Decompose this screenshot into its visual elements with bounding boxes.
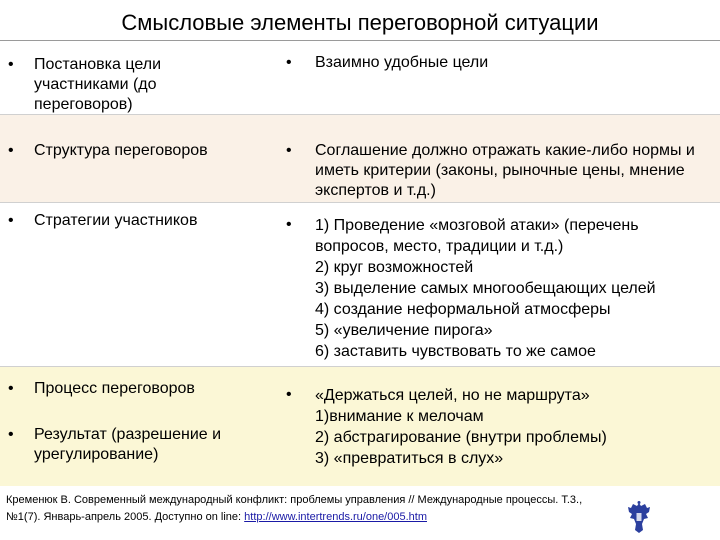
bullet-icon: • bbox=[8, 142, 14, 159]
left-cell: Процесс переговоров bbox=[34, 380, 195, 397]
footer-citation bbox=[6, 492, 606, 526]
left-cell: Результат (разрешение и урегулирование) bbox=[34, 426, 222, 463]
strategy-line: 4) создание неформальной атмосферы bbox=[315, 301, 611, 318]
bullet-icon: • bbox=[286, 142, 292, 159]
right-cell: Соглашение должно отражать какие-либо нормы и иметь критерии (законы, рыночные цены, мнение экспертов и т.д.) bbox=[315, 142, 695, 199]
left-cell: Постановка цели участниками (до переговоров) bbox=[34, 56, 161, 113]
bullet-icon: • bbox=[8, 212, 14, 229]
slide-title: Смысловые элементы переговорной ситуации bbox=[121, 10, 599, 35]
process-line: «Держаться целей, но не маршрута» bbox=[315, 387, 590, 404]
strategy-line: 3) выделение самых многообещающих целей bbox=[315, 280, 656, 297]
content-table bbox=[0, 40, 720, 485]
table-row bbox=[0, 115, 720, 203]
strategy-line: 1) Проведение «мозговой атаки» (перечень вопросов, место, традиции и т.д.) bbox=[315, 217, 639, 255]
right-cell bbox=[315, 385, 710, 469]
process-line: 1)внимание к мелочам bbox=[315, 408, 484, 425]
left-cell: Структура переговоров bbox=[34, 142, 208, 159]
citation-text: Кременюк В. Современный международный конфликт: проблемы управления // Международные процессы. Т.3., №1(7). Январь-апрель 2005. Доступно on line: bbox=[6, 494, 583, 523]
table-row bbox=[0, 41, 720, 115]
table-row bbox=[0, 203, 720, 367]
bullet-icon: • bbox=[8, 56, 14, 73]
process-line: 3) «превратиться в слух» bbox=[315, 450, 504, 467]
citation-link[interactable]: http://www.intertrends.ru/one/005.htm bbox=[244, 511, 427, 523]
bullet-icon: • bbox=[8, 380, 14, 397]
right-cell bbox=[315, 215, 710, 362]
left-cell: Стратегии участников bbox=[34, 212, 198, 229]
double-headed-eagle-icon bbox=[625, 500, 653, 536]
strategy-line: 6) заставить чувствовать то же самое bbox=[315, 343, 596, 360]
bullet-icon: • bbox=[8, 426, 14, 443]
bullet-icon: • bbox=[286, 386, 292, 403]
strategy-line: 5) «увеличение пирога» bbox=[315, 322, 493, 339]
strategy-line: 2) круг возможностей bbox=[315, 259, 474, 276]
right-cell: Взаимно удобные цели bbox=[315, 54, 489, 71]
process-line: 2) абстрагирование (внутри проблемы) bbox=[315, 429, 607, 446]
table-row bbox=[0, 367, 720, 486]
bullet-icon: • bbox=[286, 216, 292, 233]
bullet-icon: • bbox=[286, 54, 292, 71]
